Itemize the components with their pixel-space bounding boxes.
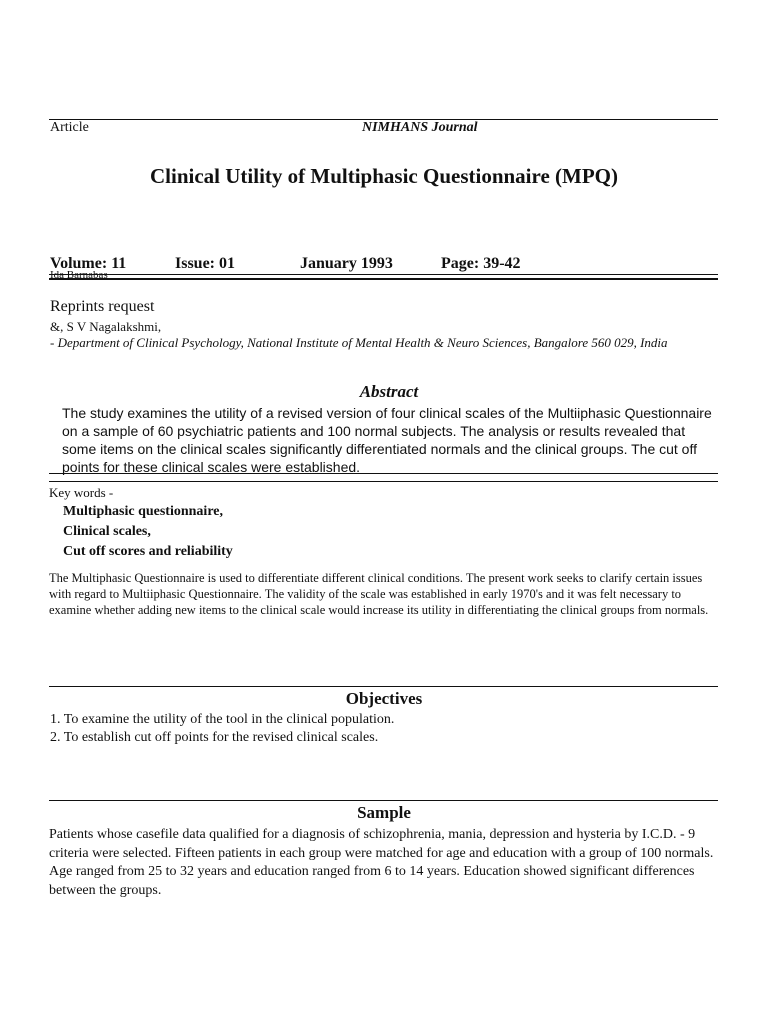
volume-label: Volume: 11	[50, 255, 127, 272]
keyword-item: Multiphasic questionnaire,	[63, 504, 223, 519]
sample-rule	[49, 800, 718, 801]
abstract-body: The study examines the utility of a revised version of four clinical scales of the Multiiphasic Questionnaire on a sample of 60 psychiatric patients and 100 normal subjects. The analysis or results revealed that some items on the clinical scales significantly differentiated normals and the clinical groups. The cut off points for these clinical scales were established.	[62, 405, 712, 475]
meta-rule-upper	[49, 274, 718, 275]
abstract-rule-lower	[49, 481, 718, 482]
reprints-request: Reprints request	[50, 298, 155, 315]
introduction-paragraph: The Multiphasic Questionnaire is used to differentiate different clinical conditions. The present work seeks to clarify certain issues with regard to Multiiphasic Questionnaire. The validity of the scale was established in early 1970's and it was felt necessary to examine whether adding new items to the clinical scale would increase its utility in differentiating the clinical groups from normals.	[49, 571, 709, 617]
keyword-item: Clinical scales,	[63, 524, 151, 539]
objectives-rule	[49, 686, 718, 687]
page-label: Page: 39-42	[441, 255, 521, 272]
objective-item: 2. To establish cut off points for the revised clinical scales.	[50, 730, 379, 745]
primary-author: Ida Barnabas	[50, 269, 108, 281]
sample-body: Patients whose casefile data qualified for a diagnosis of schizophrenia, mania, depression and hysteria by I.C.D. - 9 criteria were selected. Fifteen patients in each group were matched for age and education with a group of 100 normals. Age ranged from 25 to 32 years and education ranged from 6 to 14 years. Education showed significant differences between the groups.	[49, 827, 714, 898]
date-label: January 1993	[300, 255, 393, 272]
coauthor: &, S V Nagalakshmi,	[50, 319, 162, 334]
objective-item: 1. To examine the utility of the tool in the clinical population.	[50, 712, 395, 727]
abstract-heading: Abstract	[359, 382, 419, 401]
affiliation: - Department of Clinical Psychology, National Institute of Mental Health & Neuro Sciences, Bangalore 560 029, India	[50, 335, 668, 350]
issue-label: Issue: 01	[175, 255, 236, 272]
keywords-list	[63, 502, 233, 562]
article-label: Article	[50, 120, 89, 135]
meta-rule-lower	[49, 278, 718, 280]
objectives-list	[50, 711, 394, 747]
abstract-rule-upper	[49, 473, 718, 474]
keyword-item: Cut off scores and reliability	[63, 544, 233, 559]
article-title: Clinical Utility of Multiphasic Questionnaire (MPQ)	[149, 164, 618, 188]
objectives-heading: Objectives	[345, 689, 423, 708]
sample-heading: Sample	[357, 803, 411, 822]
keywords-label: Key words -	[49, 485, 114, 500]
journal-name: NIMHANS Journal	[362, 120, 478, 135]
